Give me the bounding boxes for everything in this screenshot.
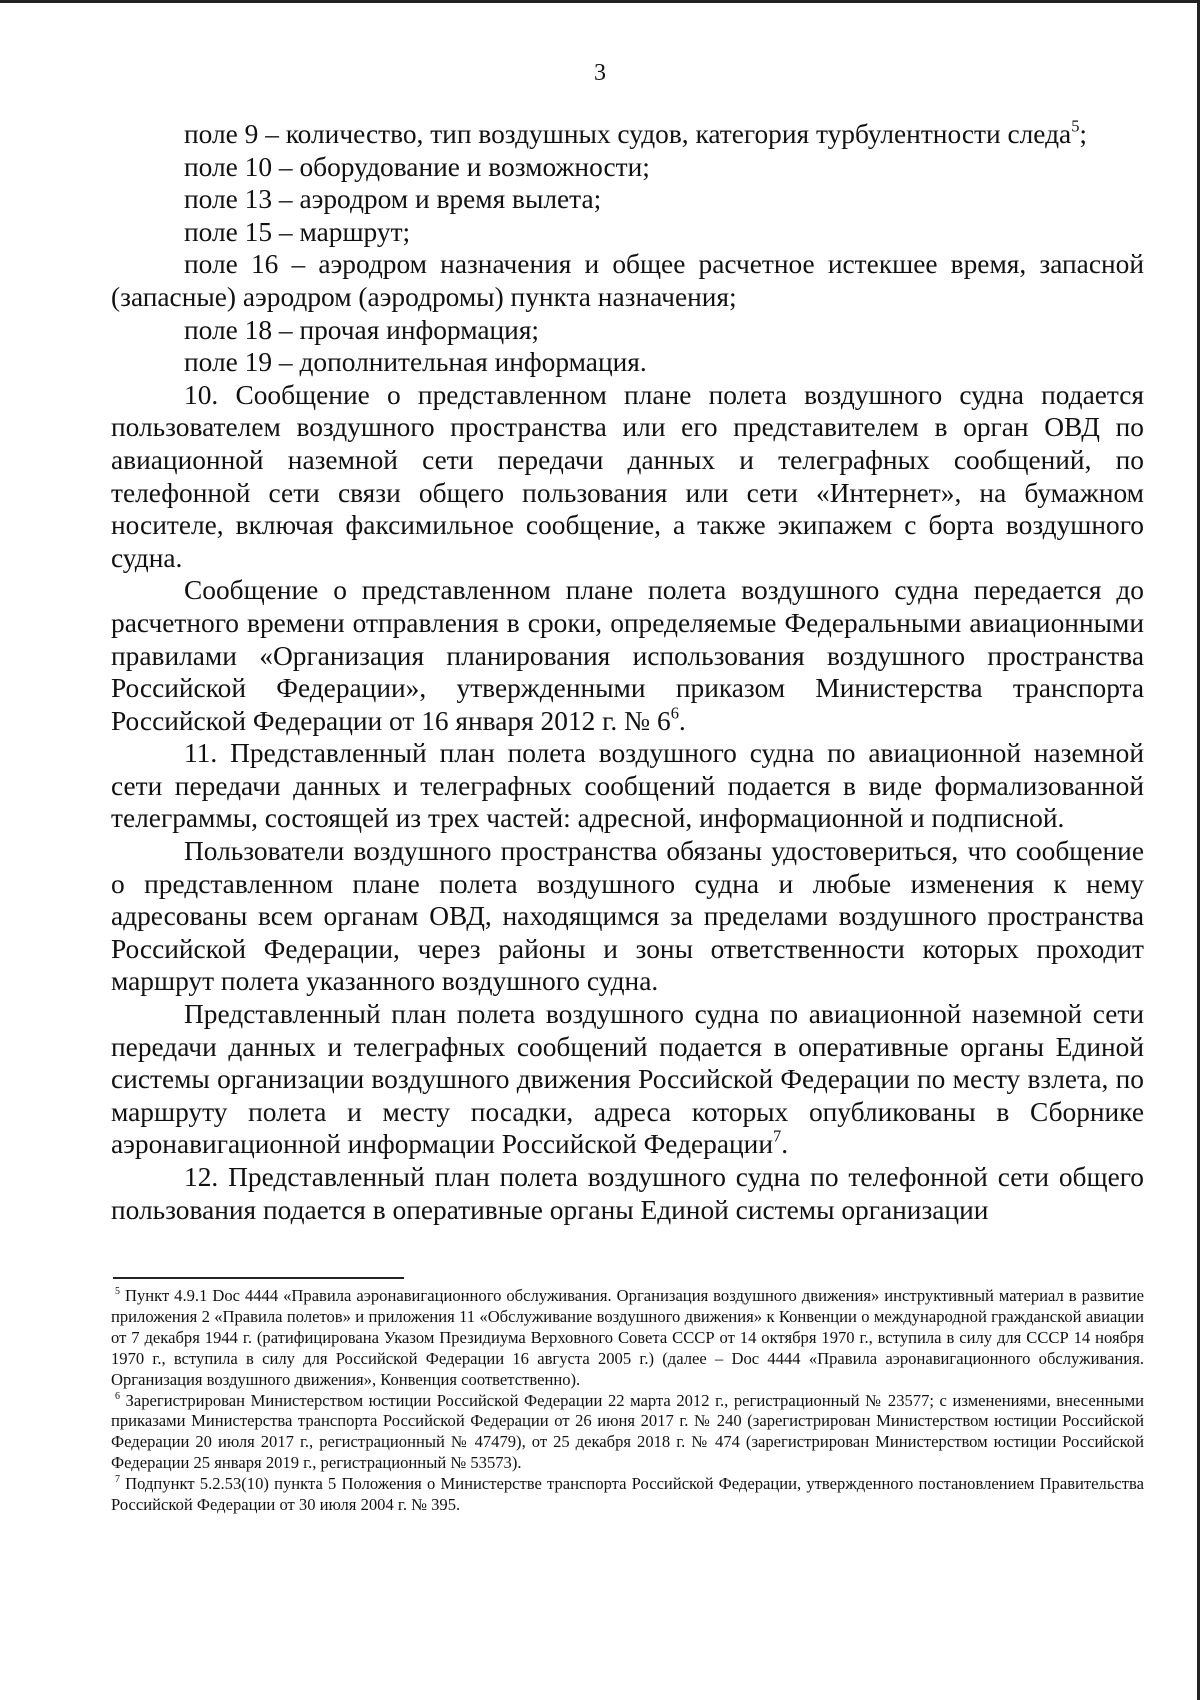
footnote-7: $^7$ Подпункт 5.2.53(10) пункта 5 Положения о Министерстве транспорта Российской Федерации, утвержденного постановлением Правительства Российской Федерации от 30 июля 2004 г. № 395. [111, 1474, 1144, 1515]
field-10-line: поле 10 – оборудование и возможности; [184, 151, 650, 182]
body-text [111, 118, 1144, 1226]
paragraph-11-submission: Представленный план полета воздушного судна по авиационной наземной сети передачи данных и телеграфных сообщений подается в оперативные органы Единой системы организации воздушного движения Российской Федерации по месту взлета, по маршруту полета и месту посадки, адреса которых опубликованы в Сборнике аэронавигационной информации Российской Федерации$^7$. [111, 999, 1144, 1160]
footnote-number: 7 [115, 1474, 120, 1486]
field-9-line: поле 9 – количество, тип воздушных судов, категория турбулентности следа$^5$; [184, 116, 1088, 149]
footnote-5: $^5$ Пункт 4.9.1 Doc 4444 «Правила аэронавигационного обслуживания. Организация воздушного движения» инструктивный материал в развитие приложения 2 «Правила полетов» и приложения 11 «Обслуживание воздушного движения» к Конвенции о международной гражданской авиации от 7 декабря 1944 г. (ратифицирована Указом Президиума Верховного Совета СССР от 14 октября 1970 г., вступила в силу для СССР 14 ноября 1970 г., вступила в силу для Российской Федерации 16 августа 2005 г.) (далее – Doc 4444 «Правила аэронавигационного обслуживания. Организация воздушного движения», Конвенция соответственно). [111, 1286, 1144, 1389]
field-18-line: поле 18 – прочая информация; [184, 314, 540, 345]
footnote-6: $^6$ Зарегистрирован Министерством юстиции Российской Федерации 22 марта 2012 г., регистрационный № 23577; с изменениями, внесенными приказами Министерства транспорта Российской Федерации от 26 июня 2017 г. № 240 (зарегистрирован Министерством юстиции Российской Федерации 20 июля 2017 г., регистрационный № 47479), от 25 декабря 2018 г. № 474 (зарегистрирован Министерством юстиции Российской Федерации 25 января 2019 г., регистрационный № 53573). [111, 1390, 1144, 1473]
paragraph-12: 12. Представленный план полета воздушного судна по телефонной сети общего пользования подается в оперативные органы Единой системы организации [111, 1162, 1144, 1225]
field-19-line: поле 19 – дополнительная информация. [184, 347, 647, 378]
footnote-ref-7: 7 [773, 1126, 782, 1146]
footnote-separator [113, 1277, 404, 1279]
field-13-line: поле 13 – аэродром и время вылета; [184, 184, 602, 215]
paragraph-10: 10. Сообщение о представленном плане полета воздушного судна подается пользователем воздушного пространства или его представителем в орган ОВД по авиационной наземной сети передачи данных и телеграфных сообщений, по телефонной сети связи общего пользования или сети «Интернет», на бумажном носителе, включая факсимильное сообщение, а также экипажем с борта воздушного судна. [111, 379, 1144, 573]
page-edge-top [0, 0, 1200, 3]
page-number: 3 [594, 60, 606, 86]
paragraph-11: 11. Представленный план полета воздушного судна по авиационной наземной сети передачи данных и телеграфных сообщений подается в виде формализованной телеграммы, состоящей из трех частей: адресной, информационной и подписной. [111, 738, 1144, 834]
footnote-number: 5 [115, 1286, 120, 1298]
footnotes [111, 1286, 1144, 1516]
field-15-line: поле 15 – маршрут; [184, 216, 411, 247]
footnote-number: 6 [115, 1390, 120, 1402]
footnote-ref-6: 6 [670, 703, 679, 723]
paragraph-11-users: Пользователи воздушного пространства обязаны удостовериться, что сообщение о представленном плане полета воздушного судна и любые изменения к нему адресованы всем органам ОВД, находящимся за пределами воздушного пространства Российской Федерации, через районы и зоны ответственности которых проходит маршрут полета указанного воздушного судна. [111, 836, 1144, 997]
field-16-line: поле 16 – аэродром назначения и общее расчетное истекшее время, запасной (запасные) аэродром (аэродромы) пункта назначения; [111, 249, 1144, 312]
footnote-ref-5: 5 [1071, 116, 1080, 136]
paragraph-10-continued: Сообщение о представленном плане полета воздушного судна передается до расчетного времени отправления в сроки, определяемые Федеральными авиационными правилами «Организация планирования использования воздушного пространства Российской Федерации», утвержденными приказом Министерства транспорта Российской Федерации от 16 января 2012 г. № $6^6$. [111, 575, 1144, 736]
